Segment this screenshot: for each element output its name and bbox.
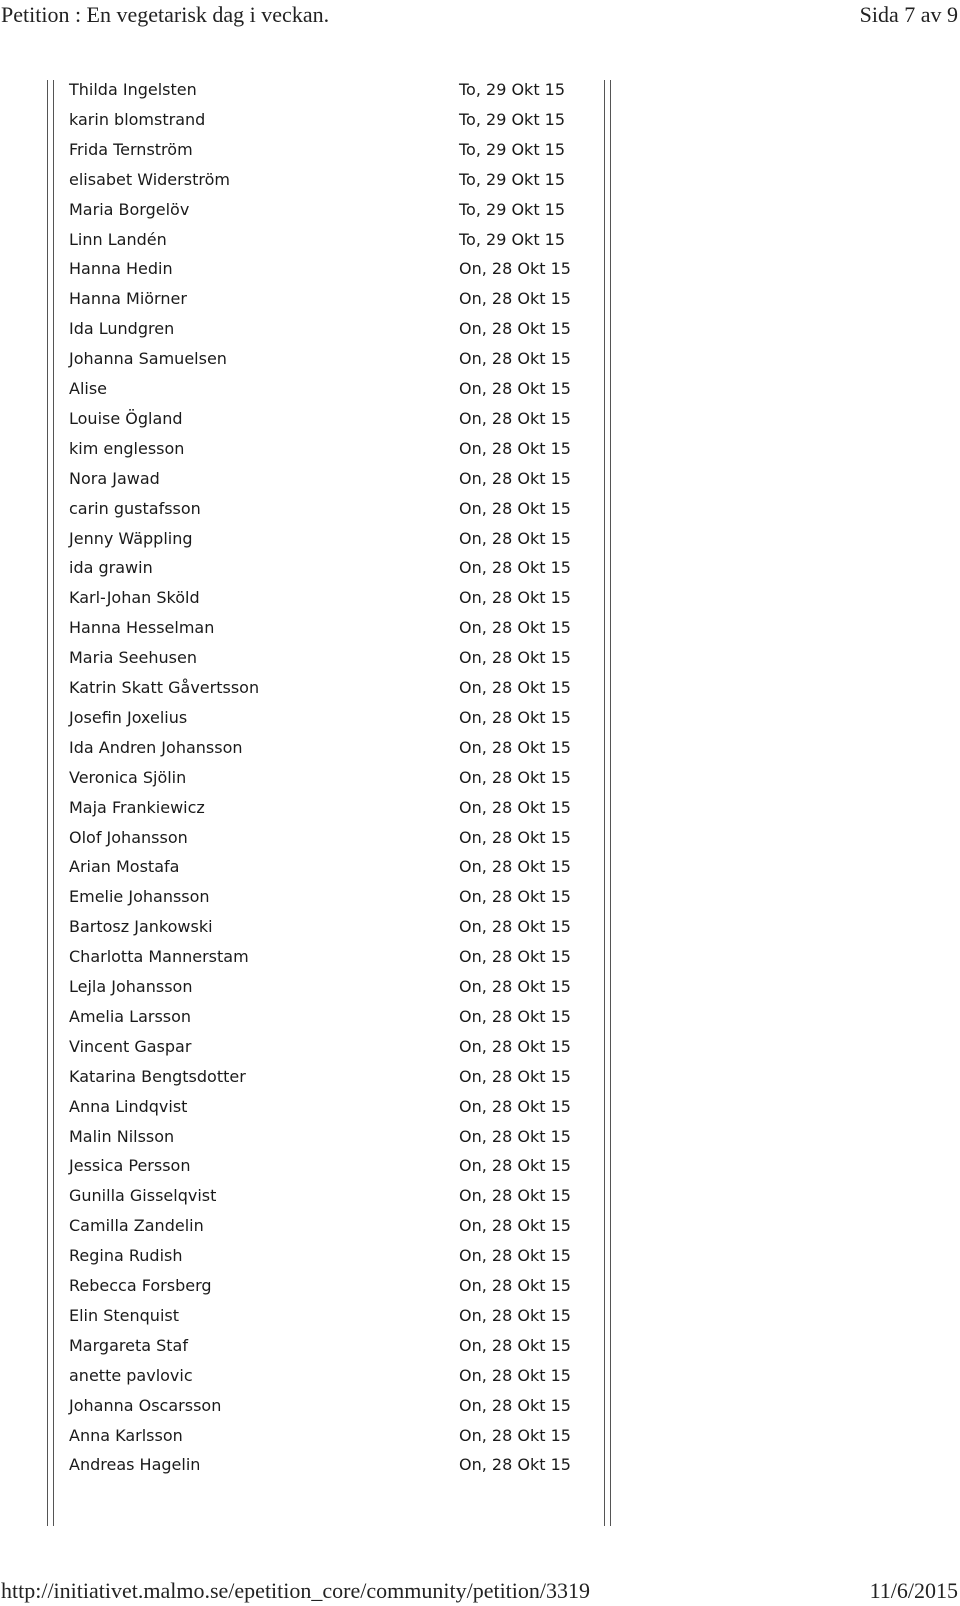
table-row	[0, 105, 620, 136]
signature-date: On, 28 Okt 15	[459, 319, 571, 339]
print-date: 11/6/2015	[869, 1578, 958, 1603]
signer-name: Emelie Johansson	[69, 887, 210, 907]
signer-name: Camilla Zandelin	[69, 1216, 204, 1236]
signature-date: On, 28 Okt 15	[459, 857, 571, 877]
signature-date: On, 28 Okt 15	[459, 259, 571, 279]
table-row	[0, 553, 620, 584]
table-row	[0, 1450, 620, 1481]
table-row	[0, 643, 620, 674]
signer-name: Rebecca Forsberg	[69, 1276, 212, 1295]
signer-name: Jenny Wäppling	[69, 528, 193, 548]
signer-name: Veronica Sjölin	[69, 767, 187, 787]
signer-name: Maria Seehusen	[69, 648, 197, 668]
table-row	[0, 1032, 620, 1063]
signature-date: On, 28 Okt 15	[459, 977, 571, 996]
signature-date: On, 28 Okt 15	[459, 349, 571, 369]
table-row	[0, 942, 620, 973]
table-row	[0, 1062, 620, 1093]
table-row	[0, 1391, 620, 1422]
page-header	[0, 0, 960, 30]
table-row	[0, 882, 620, 913]
signature-date: On, 28 Okt 15	[459, 558, 571, 578]
signer-name: Louise Ögland	[69, 408, 183, 428]
table-row	[0, 1002, 620, 1033]
signature-date: On, 28 Okt 15	[459, 1216, 571, 1236]
signer-name: Anna Lindqvist	[69, 1096, 188, 1116]
signer-name: Alise	[69, 379, 108, 398]
signer-name: Ida Lundgren	[69, 319, 175, 339]
signature-date: On, 28 Okt 15	[459, 678, 571, 697]
table-row	[0, 1331, 620, 1362]
signer-name: Johanna Samuelsen	[69, 349, 227, 369]
signer-name: Elin Stenquist	[69, 1305, 179, 1325]
signer-name: Hanna Miörner	[69, 289, 187, 309]
signer-name: Charlotta Mannerstam	[69, 947, 249, 967]
table-row	[0, 1301, 620, 1332]
table-row	[0, 1361, 620, 1392]
table-row	[0, 344, 620, 375]
table-row	[0, 793, 620, 824]
signature-date: On, 28 Okt 15	[459, 1455, 571, 1475]
signature-date: On, 28 Okt 15	[459, 528, 571, 548]
signature-date: To, 29 Okt 15	[459, 169, 566, 189]
signer-name: elisabet Widerström	[69, 169, 230, 189]
table-row	[0, 165, 620, 196]
signer-name: Bartosz Jankowski	[69, 917, 213, 937]
signature-date: On, 28 Okt 15	[459, 1246, 571, 1266]
signature-date: On, 28 Okt 15	[459, 438, 571, 458]
signature-date: On, 28 Okt 15	[459, 588, 571, 608]
table-row	[0, 195, 620, 226]
table-row	[0, 314, 620, 345]
signer-name: kim englesson	[69, 438, 185, 458]
signature-date: On, 28 Okt 15	[459, 1006, 571, 1026]
signer-name: Andreas Hagelin	[69, 1455, 201, 1475]
signature-date: On, 28 Okt 15	[459, 498, 571, 518]
table-row	[0, 225, 620, 256]
signature-date: On, 28 Okt 15	[459, 618, 571, 638]
signature-date: On, 28 Okt 15	[459, 648, 571, 668]
table-row	[0, 1241, 620, 1272]
signer-name: anette pavlovic	[69, 1365, 193, 1385]
signature-date: On, 28 Okt 15	[459, 1036, 571, 1056]
table-row	[0, 434, 620, 465]
signer-name: Josefin Joxelius	[69, 707, 188, 727]
signature-date: On, 28 Okt 15	[459, 1096, 571, 1116]
signature-date: To, 29 Okt 15	[459, 229, 566, 249]
signature-date: On, 28 Okt 15	[459, 468, 571, 488]
signature-date: On, 28 Okt 15	[459, 1395, 571, 1415]
page-number: Sida 7 av 9	[859, 2, 958, 27]
signer-name: Gunilla Gisselqvist	[69, 1186, 217, 1206]
signature-date: On, 28 Okt 15	[459, 767, 571, 787]
table-row	[0, 972, 620, 1003]
signer-name: Linn Landén	[69, 229, 167, 249]
table-row	[0, 494, 620, 525]
table-row	[0, 583, 620, 614]
table-row	[0, 1151, 620, 1182]
table-row	[0, 404, 620, 435]
signer-name: Nora Jawad	[69, 468, 160, 488]
signer-name: Hanna Hesselman	[69, 618, 215, 638]
signature-date: On, 28 Okt 15	[459, 797, 571, 817]
signature-date: On, 28 Okt 15	[459, 917, 571, 937]
table-row	[0, 763, 620, 794]
signer-name: Olof Johansson	[69, 827, 188, 847]
signer-name: Thilda Ingelsten	[69, 80, 197, 99]
table-row	[0, 1092, 620, 1123]
table-row	[0, 464, 620, 495]
signature-date: On, 28 Okt 15	[459, 737, 571, 757]
signature-date: To, 29 Okt 15	[459, 139, 566, 159]
signer-name: Johanna Oscarsson	[69, 1395, 222, 1415]
signer-name: Hanna Hedin	[69, 259, 173, 279]
signer-name: Vincent Gaspar	[69, 1036, 192, 1056]
table-row	[0, 1211, 620, 1242]
signature-date: On, 28 Okt 15	[459, 1186, 571, 1206]
signature-date: On, 28 Okt 15	[459, 379, 571, 398]
table-row	[0, 1271, 620, 1302]
signer-name: Katarina Bengtsdotter	[69, 1066, 246, 1086]
signer-name: Karl-Johan Sköld	[69, 588, 200, 608]
signature-date: On, 28 Okt 15	[459, 1126, 571, 1146]
table-row	[0, 852, 620, 883]
signer-name: Regina Rudish	[69, 1246, 183, 1266]
table-row	[0, 284, 620, 315]
table-row	[0, 912, 620, 943]
table-row	[0, 374, 620, 405]
signature-date: On, 28 Okt 15	[459, 408, 571, 428]
table-row	[0, 1122, 620, 1153]
signature-date: On, 28 Okt 15	[459, 1066, 571, 1086]
signature-date: On, 28 Okt 15	[459, 1425, 571, 1445]
petition-title: Petition : En vegetarisk dag i veckan.	[1, 2, 330, 27]
signature-date: To, 29 Okt 15	[459, 80, 566, 99]
table-row	[0, 673, 620, 704]
signature-date: On, 28 Okt 15	[459, 1156, 571, 1176]
signature-date: On, 28 Okt 15	[459, 1276, 571, 1295]
table-row	[0, 703, 620, 734]
signature-date: On, 28 Okt 15	[459, 887, 571, 907]
signer-name: carin gustafsson	[69, 498, 201, 518]
signature-date: To, 29 Okt 15	[459, 199, 566, 219]
table-row	[0, 524, 620, 555]
signature-date: To, 29 Okt 15	[459, 109, 566, 129]
signature-date: On, 28 Okt 15	[459, 707, 571, 727]
signer-name: Amelia Larsson	[69, 1006, 192, 1026]
signer-name: Katrin Skatt Gåvertsson	[69, 678, 260, 697]
table-row	[0, 823, 620, 854]
signer-name: karin blomstrand	[69, 109, 206, 129]
signer-name: Lejla Johansson	[69, 977, 193, 996]
table-row	[0, 75, 620, 106]
signature-date: On, 28 Okt 15	[459, 827, 571, 847]
signer-name: Anna Karlsson	[69, 1425, 183, 1445]
signature-date: On, 28 Okt 15	[459, 1305, 571, 1325]
signer-name: Frida Ternström	[69, 139, 193, 159]
signature-date: On, 28 Okt 15	[459, 289, 571, 309]
signature-date: On, 28 Okt 15	[459, 947, 571, 967]
page-footer	[0, 1576, 960, 1606]
signer-name: Jessica Persson	[69, 1156, 191, 1176]
table-row	[0, 254, 620, 285]
table-row	[0, 733, 620, 764]
table-row	[0, 1181, 620, 1212]
signer-name: Arian Mostafa	[69, 857, 180, 877]
signature-date: On, 28 Okt 15	[459, 1335, 571, 1355]
signer-name: ida grawin	[69, 558, 153, 578]
table-row	[0, 1421, 620, 1452]
signer-name: Maja Frankiewicz	[69, 797, 205, 817]
signature-date: On, 28 Okt 15	[459, 1365, 571, 1385]
table-row	[0, 135, 620, 166]
signer-name: Ida Andren Johansson	[69, 737, 243, 757]
signer-name: Margareta Staf	[69, 1335, 188, 1355]
page-url: http://initiativet.malmo.se/epetition_core/community/petition/3319	[1, 1578, 591, 1603]
table-row	[0, 613, 620, 644]
signer-name: Maria Borgelöv	[69, 199, 190, 219]
signer-name: Malin Nilsson	[69, 1126, 175, 1146]
